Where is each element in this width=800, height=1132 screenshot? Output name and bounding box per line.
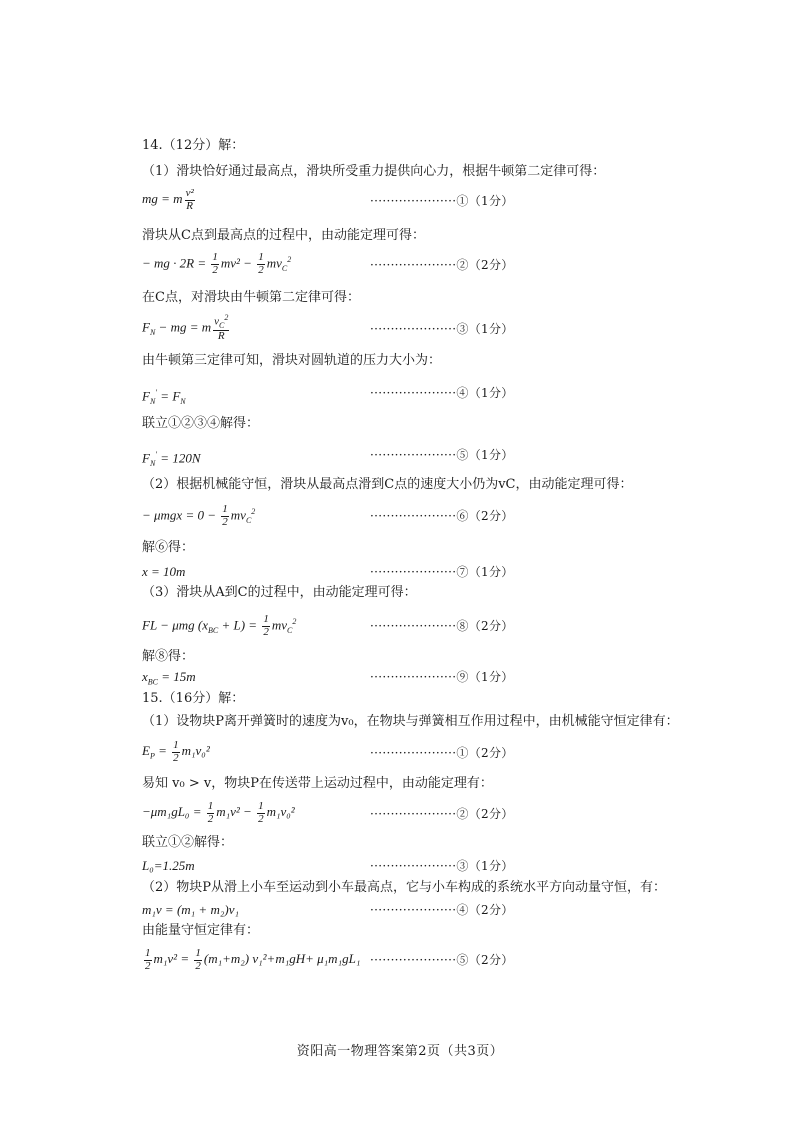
q14-mark-3: ·····················③（1分） (370, 322, 514, 336)
eq-text: − μmgx = 0 − (142, 507, 217, 523)
eq-text: F (142, 319, 150, 335)
q14-text-7: 解⑥得： (142, 540, 195, 555)
denominator: 2 (207, 812, 214, 825)
denominator: 2 (258, 812, 264, 825)
q14-text-4: 由牛顿第三定律可知，滑块对圆轨道的压力大小为： (142, 353, 442, 368)
q14-part1-intro: （1）滑块恰好通过最高点，滑块所受重力提供向心力，根据牛顿第二定律可得： (142, 164, 606, 179)
eq-text: mg = m (142, 191, 183, 207)
page-footer: 资阳高一物理答案第2页（共3页） (296, 1044, 504, 1059)
denominator: 2 (258, 263, 264, 276)
fraction-half (257, 252, 265, 276)
denominator: 2 (195, 959, 201, 972)
q15-text-3: 联立①②解得： (142, 835, 234, 850)
eq-text: x (142, 669, 148, 684)
numerator: 1 (145, 947, 151, 959)
denominator: 2 (263, 625, 269, 638)
subscript: C (245, 515, 252, 525)
eq-text: (m₁+m₂) v₁²+m₁gH+ μ₁m₁gL₁ (203, 951, 361, 967)
q14-mark-7: ·····················⑦（1分） (370, 565, 514, 579)
q14-mark-9: ·····················⑨（1分） (370, 670, 514, 684)
q15-part1-intro: （1）设物块P离开弹簧时的速度为v₀，在物块与弹簧相互作用过程中，由机械能守恒定律有： (142, 714, 679, 729)
eq-text: − mg · 2R = (142, 255, 207, 271)
q15-text-5: 由能量守恒定律有： (142, 923, 260, 938)
q15-part2-intro: （2）物块P从滑上小车至运动到小车最高点，它与小车构成的系统水平方向动量守恒，有： (142, 880, 667, 895)
q14-text-9: 解⑧得： (142, 649, 195, 664)
eq-text: − mg = m (155, 319, 212, 335)
eq-text: mv (271, 617, 287, 633)
denominator: R (217, 330, 225, 343)
subscript: N (180, 396, 186, 406)
prime: ′ (155, 450, 158, 459)
fraction-half (144, 948, 152, 972)
q15-equation-5 (142, 948, 360, 972)
numerator: v² (185, 187, 194, 199)
eq-text: −μm₁gL₀ = (142, 804, 202, 820)
denominator: R (186, 199, 194, 212)
q14-header: 14.（12分）解： (142, 138, 245, 153)
numerator (213, 314, 229, 331)
fraction (213, 314, 229, 343)
subscript: N (149, 327, 156, 337)
denominator: 2 (222, 515, 228, 528)
numerator: 1 (173, 739, 179, 751)
superscript: 2 (287, 255, 292, 264)
subscript: BC (207, 625, 219, 635)
q14-equation-4 (142, 384, 186, 411)
numerator: 1 (258, 800, 264, 812)
q15-equation-2 (142, 801, 295, 825)
superscript: 2 (224, 313, 229, 322)
subscript: C (287, 625, 293, 635)
q14-equation-3 (142, 314, 231, 343)
q15-mark-2: ·····················②（2分） (370, 807, 514, 821)
eq-text: E (142, 743, 150, 759)
q14-mark-5: ·····················⑤（1分） (370, 448, 514, 462)
eq-text: = 15m (158, 669, 196, 684)
eq-text: = (154, 743, 167, 759)
subscript: P (149, 751, 155, 761)
fraction (185, 188, 195, 212)
fraction-half (207, 801, 215, 825)
q14-equation-2 (142, 251, 291, 278)
q15-equation-4: m₁v = (m₁ + m₂)v₁ (142, 902, 239, 917)
superscript: 2 (292, 617, 297, 626)
subscript: BC (147, 677, 159, 687)
q14-equation-6 (142, 503, 255, 530)
q14-part3-intro: （3）滑块从A到C的过程中，由动能定理可得： (142, 585, 417, 600)
eq-text: F (142, 450, 150, 466)
q15-text-2: 易知 v₀ > v，物块P在传送带上运动过程中，由动能定理有： (142, 776, 493, 791)
subscript: N (149, 458, 156, 468)
numerator: 1 (195, 947, 201, 959)
q14-mark-6: ·····················⑥（2分） (370, 509, 514, 523)
eq-text: = 120N (157, 450, 201, 466)
denominator: 2 (173, 751, 179, 764)
eq-text: F (142, 388, 150, 404)
q15-mark-1: ·····················①（2分） (370, 746, 514, 760)
numerator: 1 (263, 613, 269, 626)
q14-mark-1: ·····················①（1分） (370, 194, 514, 208)
q14-equation-9 (142, 668, 196, 692)
eq-text: m₁v₀² (266, 804, 295, 820)
subscript: C (281, 263, 288, 273)
eq-text: m₁v₀² (181, 743, 210, 759)
q14-mark-2: ·····················②（2分） (370, 258, 514, 272)
prime: ′ (155, 388, 158, 397)
fraction-half (211, 252, 219, 276)
numerator: 1 (222, 503, 228, 516)
q15-equation-3: L₀=1.25m (142, 858, 195, 873)
subscript: C (219, 320, 225, 330)
eq-text: m₁v² − (216, 804, 252, 820)
eq-text: mv (266, 255, 282, 271)
q14-equation-8 (142, 613, 296, 640)
q15-equation-1 (142, 740, 210, 766)
q14-text-5: 联立①②③④解得： (142, 416, 260, 431)
denominator: 2 (212, 263, 218, 276)
q15-mark-4: ·····················④（2分） (370, 903, 514, 917)
numerator: 1 (207, 800, 214, 812)
q14-equation-1 (142, 188, 197, 212)
q14-text-3: 在C点，对滑块由牛顿第二定律可得： (142, 290, 360, 305)
denominator: 2 (145, 959, 151, 972)
eq-text: FL − μmg (x (142, 617, 208, 633)
numerator-v: v (214, 315, 220, 328)
q15-mark-3: ·····················③（1分） (370, 859, 514, 873)
q14-equation-5 (142, 446, 201, 473)
fraction-half (194, 948, 202, 972)
numerator: 1 (258, 251, 264, 264)
fraction-half (262, 614, 270, 638)
q15-mark-5: ·····················⑤（2分） (370, 953, 514, 967)
subscript: N (149, 396, 156, 406)
q14-mark-8: ·····················⑧（2分） (370, 619, 514, 633)
numerator: 1 (212, 251, 218, 264)
eq-text: = F (157, 388, 181, 404)
fraction-half (221, 504, 229, 528)
eq-text: mv² − (220, 255, 252, 271)
q14-text-2: 滑块从C点到最高点的过程中，由动能定理可得： (142, 228, 425, 243)
q14-mark-4: ·····················④（1分） (370, 386, 514, 400)
q15-header: 15.（16分）解： (142, 691, 245, 706)
eq-text: + L) = (218, 617, 258, 633)
q14-part2-intro: （2）根据机械能守恒，滑块从最高点滑到C点的速度大小仍为vC，由动能定理可得： (142, 477, 633, 492)
eq-text: mv (230, 507, 246, 523)
fraction-half (257, 801, 265, 825)
q14-equation-7: x = 10m (142, 564, 186, 579)
superscript: 2 (251, 507, 256, 516)
fraction-half (172, 740, 180, 764)
eq-text: m₁v² = (153, 951, 190, 967)
